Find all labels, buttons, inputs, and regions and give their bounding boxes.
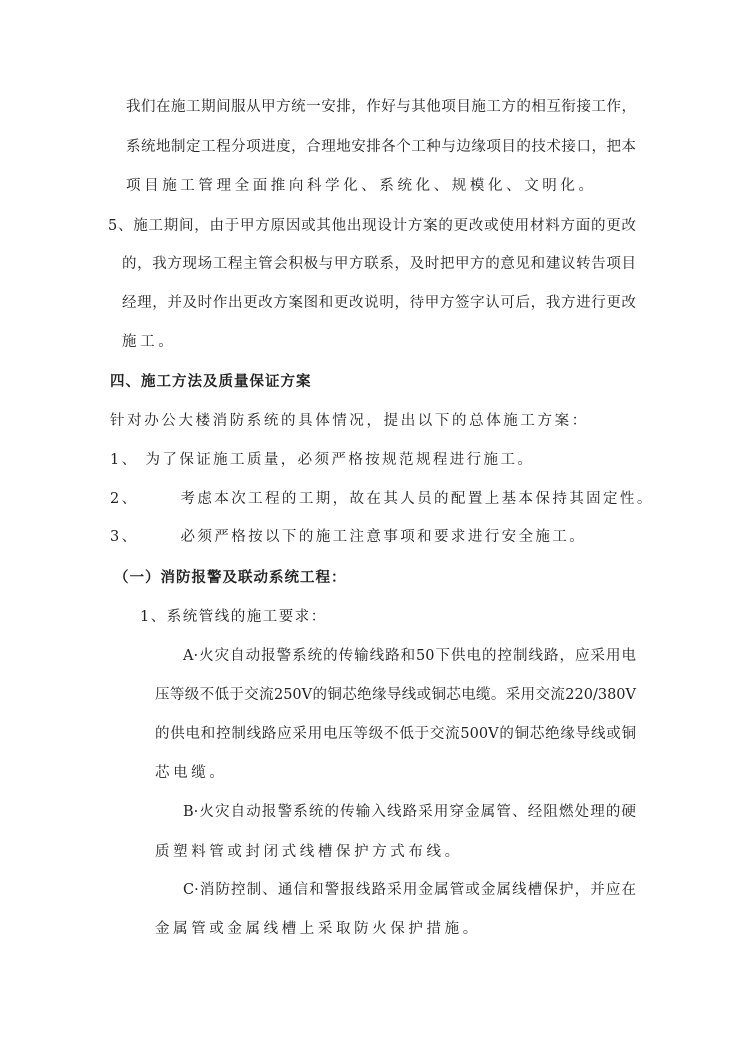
list-number: 3、 (110, 529, 139, 545)
paragraph-line: 系统地制定工程分项进度，合理地安排各个工种与边缘项目的技术接口，把本 (126, 139, 636, 155)
paragraph-line: 施工。 (122, 334, 177, 350)
list-text: 必须严格按以下的施工注意事项和要求进行安全施工。 (180, 529, 587, 545)
paragraph-line: 芯电缆。 (155, 765, 228, 781)
list-number: 2、 (110, 491, 139, 507)
paragraph-line: 经理，并及时作出更改方案图和更改说明，待甲方签字认可后，我方进行更改 (122, 295, 636, 311)
paragraph-line: 质塑料管或封闭式线槽保护方式布线。 (155, 844, 463, 860)
list-item (110, 527, 586, 547)
section-heading: 四、施工方法及质量保证方案 (110, 374, 312, 390)
list-text: 考虑本次工程的工期，故在其人员的配置上基本保持其固定性。 (180, 491, 654, 507)
paragraph-line: 的，我方现场工程主管会积极与甲方联系，及时把甲方的意见和建议转告项目 (122, 256, 636, 272)
paragraph-line: 我们在施工期间服从甲方统一安排，作好与其他项目施工方的相互衔接工作， (126, 99, 636, 115)
list-item (110, 450, 534, 470)
paragraph-line: 金属管或金属线槽上采取防火保护措施。 (155, 921, 481, 937)
sub-item: 1、系统管线的施工要求： (140, 609, 327, 625)
paragraph-line: 的供电和控制线路应采用电压等级不低于交流500V的铜芯绝缘导线或铜 (155, 726, 636, 742)
paragraph-line: 压等级不低于交流250V的铜芯绝缘导线或铜芯电缆。采用交流220/380V (155, 687, 636, 703)
paragraph-line: C·消防控制、通信和警报线路采用金属管或金属线槽保护，并应在 (183, 882, 636, 898)
list-number: 1、 (110, 452, 139, 468)
paragraph-line: A·火灾自动报警系统的传输线路和50下供电的控制线路，应采用电 (183, 648, 636, 664)
list-item (110, 489, 654, 509)
list-text: 为了保证施工质量，必须严格按规范规程进行施工。 (145, 452, 535, 468)
paragraph-line: 5、施工期间，由于甲方原因或其他出现设计方案的更改或使用材料方面的更改 (108, 218, 636, 234)
paragraph-line: 项目施工管理全面推向科学化、系统化、规模化、文明化。 (126, 178, 597, 194)
paragraph-line: B·火灾自动报警系统的传输入线路采用穿金属管、经阻燃处理的硬 (183, 804, 636, 820)
sub-heading: （一）消防报警及联动系统工程： (114, 570, 347, 586)
intro-text: 针对办公大楼消防系统的具体情况，提出以下的总体施工方案： (110, 413, 589, 429)
